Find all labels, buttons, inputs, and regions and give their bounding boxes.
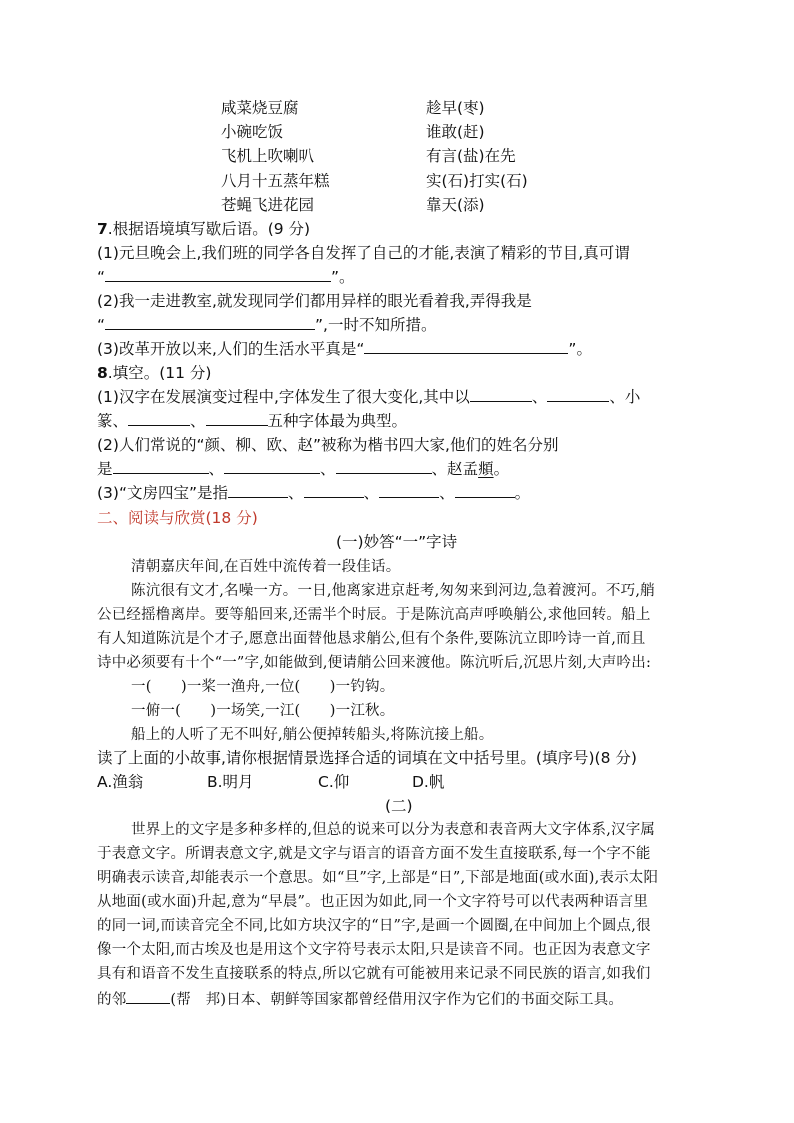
- option-d: D.帆: [412, 773, 445, 791]
- q8-sentence-2: (2)人们常说的“颜、柳、欧、赵”被称为楷书四大家,他们的姓名分别: [97, 436, 559, 454]
- q8-sentence-1-cont: [97, 411, 407, 431]
- passage-1-paragraph: 陈沆很有文才,名噪一方。一日,他离家进京赶考,匆匆来到河边,急着渡河。不巧,艄: [131, 583, 655, 599]
- separator: 、: [320, 460, 336, 478]
- option-c: C.仰: [318, 773, 350, 791]
- sentence-text: 篆、: [97, 412, 129, 430]
- separator: 、: [363, 484, 380, 502]
- period: 。: [514, 484, 531, 502]
- answer-blank[interactable]: [336, 459, 432, 474]
- passage-text: (帮 邦)日本、朝鲜等国家都曾经借用汉字作为它们的书面交际工具。: [170, 992, 624, 1008]
- passage-1-paragraph: 有人知道陈沆是个才子,愿意出面替他恳求艄公,但有个条件,要陈沆立即吟诗一首,而且: [97, 631, 646, 647]
- xiehouyu-item: 实(石)打实(石): [426, 172, 528, 190]
- answer-blank[interactable]: [379, 483, 439, 498]
- answer-blank[interactable]: [113, 459, 209, 474]
- separator: 、: [531, 388, 548, 406]
- passage-2-line: 的同一词,而读音完全不同,比如方块汉字的“日”字,是画一个圆圈,在中间加上个圆点,很: [97, 918, 651, 934]
- answer-blank[interactable]: [126, 989, 170, 1004]
- open-quote: “: [97, 268, 106, 286]
- close-quote: ”。: [568, 340, 592, 358]
- passage-2-line: 具有和语音不发生直接联系的特点,所以它就有可能被用来记录不同民族的语言,如我们: [97, 966, 651, 982]
- answer-blank[interactable]: [128, 411, 190, 426]
- xiehouyu-item: 有言(盐)在先: [426, 147, 516, 165]
- passage-2-line: 于表意文字。所谓表意文字,就是文字与语言的语音方面不发生直接联系,每一个字不能: [97, 846, 651, 862]
- q8-title: [97, 363, 211, 383]
- answer-blank[interactable]: [455, 483, 515, 498]
- passage-1-paragraph: 船上的人听了无不叫好,艄公便掉转船头,将陈沆接上船。: [131, 727, 494, 743]
- passage-1-paragraph: 诗中必须要有十个“一”字,如能做到,便请艄公回来渡他。陈沆听后,沉思片刻,大声吟出:: [97, 655, 652, 671]
- answer-blank[interactable]: [224, 459, 320, 474]
- q7-sentence-1: (1)元旦晚会上,我们班的同学各自发挥了自己的才能,表演了精彩的节目,真可谓: [97, 244, 630, 262]
- separator: 、: [208, 460, 225, 478]
- underlined-char: 頫: [478, 460, 494, 478]
- answer-blank[interactable]: [304, 483, 364, 498]
- separator: 、: [609, 388, 625, 406]
- xiehouyu-item: 苍蝇飞进花园: [221, 196, 315, 214]
- answer-blank[interactable]: [105, 315, 315, 330]
- q7-sentence-3: [97, 339, 592, 359]
- open-quote: “: [97, 316, 106, 334]
- passage-2-line: 像一个太阳,而古埃及也是用这个文字符号表示太阳,只是读音不同。也正因为表意文字: [97, 942, 651, 958]
- sentence-text: (3)“文房四宝”是指: [97, 484, 229, 502]
- passage-1-paragraph: 清朝嘉庆年间,在百姓中流传着一段佳话。: [131, 559, 401, 575]
- option-b: B.明月: [207, 773, 254, 791]
- period: 。: [493, 460, 510, 478]
- q8-sentence-3: [97, 483, 530, 503]
- passage-text: 的邻: [97, 992, 127, 1008]
- passage-2-line: 世界上的文字是多种多样的,但总的说来可以分为表意和表音两大文字体系,汉字属: [131, 822, 656, 838]
- xiehouyu-item: 飞机上吹喇叭: [221, 147, 315, 165]
- separator: 、: [288, 484, 304, 502]
- xiehouyu-item: 八月十五蒸年糕: [221, 172, 330, 190]
- option-a: A.渔翁: [97, 773, 144, 791]
- passage-2-title: (二): [385, 797, 413, 815]
- q7-sentence-1-answer: [97, 267, 355, 287]
- q7-sentence-2: (2)我一走进教室,就发现同学们都用异样的眼光看着我,弄得我是: [97, 292, 532, 310]
- xiehouyu-item: 趁早(枣): [426, 99, 485, 117]
- answer-blank[interactable]: [364, 339, 568, 354]
- passage-2-line: 从地面(或水面)升起,意为“早晨”。也正因为如此,同一个文字符号可以代表两种语言里: [97, 894, 649, 910]
- xiehouyu-item: 靠天(添): [426, 196, 485, 214]
- separator: 、: [190, 412, 206, 430]
- passage-1-paragraph: 公已经摇橹离岸。要等船回来,还需半个时辰。于是陈沆高声呼唤艄公,求他回转。船上: [97, 607, 651, 623]
- xiehouyu-item: 小碗吃饭: [221, 123, 284, 141]
- sentence-text: 、赵孟: [431, 460, 479, 478]
- sentence-text: 小: [624, 388, 641, 406]
- separator: 、: [439, 484, 455, 502]
- passage-1-question: 读了上面的小故事,请你根据情景选择合适的词填在文中括号里。(填序号)(8 分): [97, 749, 637, 767]
- xiehouyu-item: 谁敢(赶): [426, 123, 485, 141]
- q7-number: 7: [97, 220, 108, 238]
- passage-2-line: [97, 989, 623, 1010]
- answer-blank[interactable]: [228, 483, 288, 498]
- poem-line: 一( )一桨一渔舟,一位( )一钓钩。: [131, 679, 395, 695]
- answer-blank[interactable]: [470, 387, 532, 402]
- sentence-text: 是: [97, 460, 113, 478]
- q7-sentence-2-answer: [97, 315, 437, 335]
- q8-sentence-2-cont: [97, 459, 509, 479]
- q8-title-text: .填空。(11 分): [107, 364, 212, 382]
- passage-1-title: (一)妙答“一”字诗: [336, 533, 458, 551]
- q7-title: [97, 219, 310, 239]
- sentence-text: 五种字体最为典型。: [267, 412, 408, 430]
- q8-sentence-1: [97, 387, 640, 407]
- sentence-text: (3)改革开放以来,人们的生活水平真是“: [97, 340, 365, 358]
- passage-2-line: 明确表示读音,却能表示一个意思。如“旦”字,上部是“日”,下部是地面(或水面),表示太阳: [97, 870, 659, 886]
- answer-blank[interactable]: [547, 387, 609, 402]
- section-heading: 二、阅读与欣赏(18 分): [97, 509, 258, 527]
- xiehouyu-item: 咸菜烧豆腐: [221, 99, 299, 117]
- answer-blank[interactable]: [105, 267, 331, 282]
- q7-title-text: .根据语境填写歇后语。(9 分): [107, 220, 311, 238]
- poem-line: 一俯一( )一场笑,一江( )一江秋。: [131, 703, 395, 719]
- q8-number: 8: [97, 364, 108, 382]
- close-quote: ”,一时不知所措。: [315, 316, 437, 334]
- close-quote: ”。: [331, 268, 355, 286]
- sentence-text: (1)汉字在发展演变过程中,字体发生了很大变化,其中以: [97, 388, 470, 406]
- answer-blank[interactable]: [206, 411, 268, 426]
